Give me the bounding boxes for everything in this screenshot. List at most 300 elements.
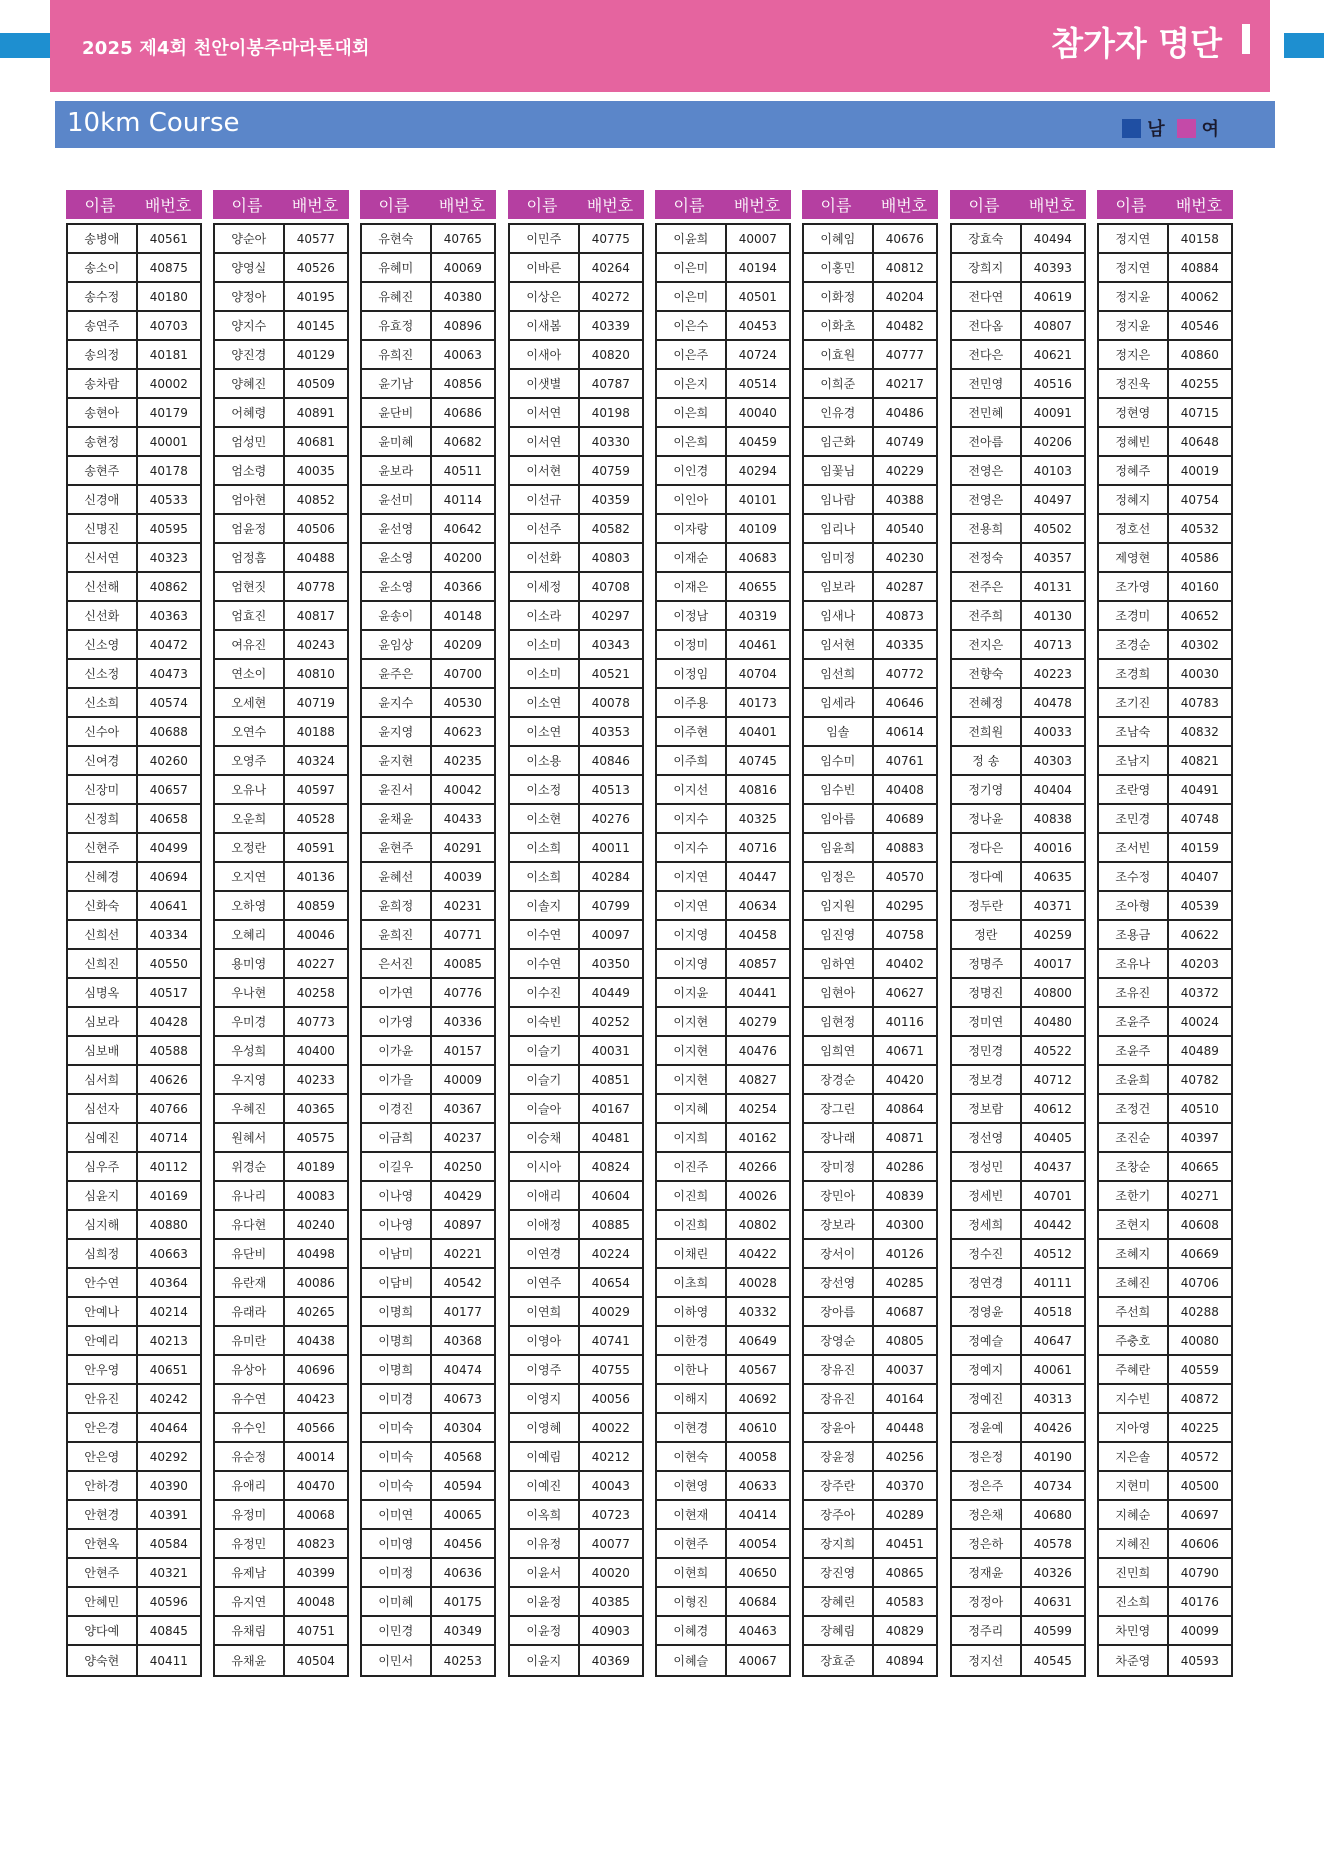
participant-row xyxy=(68,776,200,805)
participant-row xyxy=(215,370,347,399)
participant-row xyxy=(68,428,200,457)
bib-number: 40501 xyxy=(738,289,777,304)
name-header: 이름 xyxy=(84,196,116,215)
bib-number: 40568 xyxy=(443,1449,482,1464)
bib-number: 40522 xyxy=(1033,1043,1072,1058)
participant-name: 정호선 xyxy=(1099,515,1169,542)
participant-name: 정예슬 xyxy=(952,1327,1022,1354)
bib-number: 40872 xyxy=(1180,1391,1219,1406)
name-header: 이름 xyxy=(673,196,705,215)
column-header xyxy=(950,190,1086,219)
participant-row xyxy=(804,660,936,689)
participant-name: 윤송이 xyxy=(362,602,432,629)
participant-name: 이남미 xyxy=(362,1240,432,1267)
bib-number: 40687 xyxy=(885,1304,924,1319)
participant-row xyxy=(657,1414,789,1443)
bib-number: 40586 xyxy=(1180,550,1219,565)
participant-name: 정세빈 xyxy=(952,1182,1022,1209)
participant-row xyxy=(510,863,642,892)
bib-number: 40859 xyxy=(296,898,335,913)
participant-row xyxy=(952,544,1084,573)
bib-number: 40313 xyxy=(1033,1391,1072,1406)
participant-name: 이효원 xyxy=(804,341,874,368)
participant-name: 이영지 xyxy=(510,1385,580,1412)
participant-name: 윤미혜 xyxy=(362,428,432,455)
participant-name: 이가을 xyxy=(362,1066,432,1093)
participant-row xyxy=(510,602,642,631)
participant-row xyxy=(510,486,642,515)
participant-row xyxy=(1099,1182,1231,1211)
bib-number: 40532 xyxy=(1180,521,1219,536)
participant-row xyxy=(1099,312,1231,341)
participant-name: 정명진 xyxy=(952,979,1022,1006)
bib-number: 40266 xyxy=(738,1159,777,1174)
participant-name: 송의정 xyxy=(68,341,138,368)
participant-row xyxy=(804,631,936,660)
participant-name: 장나래 xyxy=(804,1124,874,1151)
bib-number: 40482 xyxy=(885,318,924,333)
participant-name: 이지희 xyxy=(657,1124,727,1151)
participant-name: 이예진 xyxy=(510,1472,580,1499)
participant-row xyxy=(215,515,347,544)
participant-name: 이주현 xyxy=(657,718,727,745)
participant-name: 유다현 xyxy=(215,1211,285,1238)
participant-name: 유정민 xyxy=(215,1530,285,1557)
bib-number: 40136 xyxy=(296,869,335,884)
bib-number: 40180 xyxy=(149,289,188,304)
bib-number: 40181 xyxy=(149,347,188,362)
bib-number: 40258 xyxy=(296,985,335,1000)
participant-row xyxy=(215,1182,347,1211)
participant-name: 이소정 xyxy=(510,776,580,803)
participant-row xyxy=(68,515,200,544)
roster-column xyxy=(950,190,1086,1677)
bib-number: 40167 xyxy=(591,1101,630,1116)
participant-name: 이소라 xyxy=(510,602,580,629)
participant-name: 오혜리 xyxy=(215,921,285,948)
participant-row xyxy=(1099,1501,1231,1530)
bib-number: 40880 xyxy=(149,1217,188,1232)
bib-number: 40891 xyxy=(296,405,335,420)
bib-number: 40279 xyxy=(738,1014,777,1029)
participant-row xyxy=(68,1298,200,1327)
bib-header: 배번호 xyxy=(144,196,192,215)
bib-number: 40194 xyxy=(738,260,777,275)
participant-row xyxy=(68,863,200,892)
participant-name: 정명주 xyxy=(952,950,1022,977)
participant-row xyxy=(952,1211,1084,1240)
participant-name: 정보경 xyxy=(952,1066,1022,1093)
bib-number: 40761 xyxy=(885,753,924,768)
participant-name: 양지수 xyxy=(215,312,285,339)
participant-row xyxy=(68,718,200,747)
participant-row xyxy=(952,689,1084,718)
participant-name: 이은지 xyxy=(657,370,727,397)
participant-name: 오지연 xyxy=(215,863,285,890)
bib-number: 40405 xyxy=(1033,1130,1072,1145)
bib-number: 40254 xyxy=(738,1101,777,1116)
participant-name: 신소영 xyxy=(68,631,138,658)
bib-number: 40494 xyxy=(1033,231,1072,246)
bib-number: 40145 xyxy=(296,318,335,333)
event-title: 2025 제4회 천안이봉주마라톤대회 xyxy=(82,38,370,59)
bib-number: 40642 xyxy=(443,521,482,536)
participant-row xyxy=(68,1124,200,1153)
participant-name: 이인경 xyxy=(657,457,727,484)
participant-name: 장효숙 xyxy=(952,225,1022,252)
bib-number: 40715 xyxy=(1180,405,1219,420)
bib-number: 40517 xyxy=(149,985,188,1000)
participant-row xyxy=(362,1646,494,1675)
participant-name: 이승채 xyxy=(510,1124,580,1151)
participant-name: 장주란 xyxy=(804,1472,874,1499)
participant-name: 조용금 xyxy=(1099,921,1169,948)
participant-row xyxy=(657,689,789,718)
bib-number: 40512 xyxy=(1033,1246,1072,1261)
participant-name: 이윤지 xyxy=(510,1646,580,1675)
bib-number: 40723 xyxy=(591,1507,630,1522)
participant-row xyxy=(510,1588,642,1617)
participant-name: 신소희 xyxy=(68,689,138,716)
participant-name: 이형진 xyxy=(657,1588,727,1615)
participant-name: 이선규 xyxy=(510,486,580,513)
participant-row xyxy=(804,1646,936,1675)
bib-number: 40225 xyxy=(1180,1420,1219,1435)
participant-name: 정세희 xyxy=(952,1211,1022,1238)
participant-name: 이수진 xyxy=(510,979,580,1006)
bib-number: 40631 xyxy=(1033,1594,1072,1609)
participant-row xyxy=(362,544,494,573)
participant-row xyxy=(510,950,642,979)
participant-row xyxy=(215,631,347,660)
bib-number: 40683 xyxy=(738,550,777,565)
participant-name: 임수빈 xyxy=(804,776,874,803)
bib-number: 40364 xyxy=(149,1275,188,1290)
participant-name: 이가연 xyxy=(362,979,432,1006)
participant-row xyxy=(68,1211,200,1240)
participant-name: 이소연 xyxy=(510,718,580,745)
participant-name: 임수미 xyxy=(804,747,874,774)
participant-name: 이은미 xyxy=(657,254,727,281)
bib-number: 40233 xyxy=(296,1072,335,1087)
participant-name: 임나람 xyxy=(804,486,874,513)
participant-name: 신혜경 xyxy=(68,863,138,890)
bib-number: 40559 xyxy=(1180,1362,1219,1377)
bib-number: 40423 xyxy=(296,1391,335,1406)
bib-number: 40048 xyxy=(296,1594,335,1609)
participant-row xyxy=(657,283,789,312)
participant-name: 윤희정 xyxy=(362,892,432,919)
participant-name: 장미정 xyxy=(804,1153,874,1180)
participant-row xyxy=(952,1095,1084,1124)
participant-row xyxy=(952,1240,1084,1269)
participant-name: 심선자 xyxy=(68,1095,138,1122)
participant-name: 이수연 xyxy=(510,950,580,977)
participant-name: 조경미 xyxy=(1099,602,1169,629)
bib-number: 40178 xyxy=(149,463,188,478)
participant-row xyxy=(952,863,1084,892)
participant-row xyxy=(510,1211,642,1240)
participant-name: 심희정 xyxy=(68,1240,138,1267)
participant-name: 이은희 xyxy=(657,428,727,455)
participant-row xyxy=(68,979,200,1008)
bib-number: 40332 xyxy=(738,1304,777,1319)
participant-name: 유현숙 xyxy=(362,225,432,252)
participant-row xyxy=(952,1356,1084,1385)
participant-row xyxy=(362,1240,494,1269)
bib-number: 40852 xyxy=(296,492,335,507)
participant-row xyxy=(952,1124,1084,1153)
bib-number: 40062 xyxy=(1180,289,1219,304)
participant-row xyxy=(68,1327,200,1356)
participant-row xyxy=(657,1124,789,1153)
participant-name: 양진경 xyxy=(215,341,285,368)
participant-name: 이옥희 xyxy=(510,1501,580,1528)
participant-name: 윤현주 xyxy=(362,834,432,861)
bib-number: 40009 xyxy=(443,1072,482,1087)
bib-number: 40157 xyxy=(443,1043,482,1058)
participant-name: 조경희 xyxy=(1099,660,1169,687)
participant-row xyxy=(362,631,494,660)
bib-number: 40499 xyxy=(149,840,188,855)
bib-number: 40091 xyxy=(1033,405,1072,420)
bib-number: 40669 xyxy=(1180,1246,1219,1261)
participant-name: 윤지수 xyxy=(362,689,432,716)
participant-name: 이지연 xyxy=(657,863,727,890)
participant-name: 장지희 xyxy=(804,1530,874,1557)
participant-name: 조한기 xyxy=(1099,1182,1169,1209)
bib-number: 40325 xyxy=(738,811,777,826)
roster-rows xyxy=(213,223,349,1677)
participant-name: 이정남 xyxy=(657,602,727,629)
participant-name: 유채윤 xyxy=(215,1646,285,1675)
bib-number: 40510 xyxy=(1180,1101,1219,1116)
bib-number: 40802 xyxy=(738,1217,777,1232)
participant-name: 윤채윤 xyxy=(362,805,432,832)
participant-name: 이홍민 xyxy=(804,254,874,281)
participant-row xyxy=(657,486,789,515)
bib-number: 40673 xyxy=(443,1391,482,1406)
participant-row xyxy=(804,718,936,747)
bib-number: 40621 xyxy=(1033,347,1072,362)
bib-number: 40158 xyxy=(1180,231,1219,246)
page-header xyxy=(50,0,1270,92)
participant-name: 전다연 xyxy=(952,283,1022,310)
participant-name: 이명희 xyxy=(362,1356,432,1383)
participant-row xyxy=(510,1414,642,1443)
participant-row xyxy=(362,515,494,544)
participant-row xyxy=(1099,1124,1231,1153)
participant-name: 신여경 xyxy=(68,747,138,774)
participant-name: 지혜진 xyxy=(1099,1530,1169,1557)
participant-name: 이슬기 xyxy=(510,1066,580,1093)
bib-number: 40474 xyxy=(443,1362,482,1377)
participant-row xyxy=(804,805,936,834)
participant-name: 이자랑 xyxy=(657,515,727,542)
participant-name: 이소미 xyxy=(510,660,580,687)
bib-number: 40116 xyxy=(885,1014,924,1029)
participant-row xyxy=(657,1240,789,1269)
bib-number: 40594 xyxy=(443,1478,482,1493)
participant-name: 임희연 xyxy=(804,1037,874,1064)
bib-header: 배번호 xyxy=(1175,196,1223,215)
participant-name: 유란재 xyxy=(215,1269,285,1296)
bib-number: 40864 xyxy=(885,1101,924,1116)
participant-row xyxy=(68,602,200,631)
bib-number: 40567 xyxy=(738,1362,777,1377)
bib-number: 40803 xyxy=(591,550,630,565)
bib-number: 40622 xyxy=(1180,927,1219,942)
participant-name: 유래라 xyxy=(215,1298,285,1325)
participant-row xyxy=(804,399,936,428)
bib-number: 40368 xyxy=(443,1333,482,1348)
participant-name: 조창순 xyxy=(1099,1153,1169,1180)
participant-row xyxy=(1099,457,1231,486)
participant-row xyxy=(510,573,642,602)
bib-number: 40250 xyxy=(443,1159,482,1174)
bib-number: 40326 xyxy=(1033,1565,1072,1580)
participant-row xyxy=(657,1095,789,1124)
participant-name: 전주희 xyxy=(952,602,1022,629)
participant-row xyxy=(1099,1559,1231,1588)
participant-row xyxy=(362,1385,494,1414)
participant-name: 이유정 xyxy=(510,1530,580,1557)
participant-name: 안은영 xyxy=(68,1443,138,1470)
bib-number: 40597 xyxy=(296,782,335,797)
bib-number: 40824 xyxy=(591,1159,630,1174)
bib-number: 40203 xyxy=(1180,956,1219,971)
participant-name: 이현재 xyxy=(657,1501,727,1528)
column-header xyxy=(655,190,791,219)
participant-name: 임근화 xyxy=(804,428,874,455)
participant-name: 송현아 xyxy=(68,399,138,426)
participant-name: 임정은 xyxy=(804,863,874,890)
bib-header: 배번호 xyxy=(1028,196,1076,215)
participant-name: 정연경 xyxy=(952,1269,1022,1296)
roster-column xyxy=(360,190,496,1677)
bib-number: 40765 xyxy=(443,231,482,246)
bib-number: 40388 xyxy=(885,492,924,507)
bib-number: 40491 xyxy=(1180,782,1219,797)
participant-row xyxy=(510,776,642,805)
bib-number: 40271 xyxy=(1180,1188,1219,1203)
participant-name: 조기진 xyxy=(1099,689,1169,716)
participant-row xyxy=(952,399,1084,428)
participant-name: 양숙현 xyxy=(68,1646,138,1675)
bib-number: 40575 xyxy=(296,1130,335,1145)
bib-number: 40101 xyxy=(738,492,777,507)
participant-name: 신정희 xyxy=(68,805,138,832)
name-header: 이름 xyxy=(968,196,1000,215)
bib-number: 40897 xyxy=(443,1217,482,1232)
participant-name: 이애정 xyxy=(510,1211,580,1238)
participant-row xyxy=(657,1356,789,1385)
participant-name: 윤선미 xyxy=(362,486,432,513)
participant-row xyxy=(68,1095,200,1124)
participant-name: 양영실 xyxy=(215,254,285,281)
participant-row xyxy=(804,1182,936,1211)
participant-name: 이은희 xyxy=(657,399,727,426)
participant-row xyxy=(510,660,642,689)
bib-header: 배번호 xyxy=(438,196,486,215)
participant-row xyxy=(952,834,1084,863)
participant-row xyxy=(804,747,936,776)
participant-name: 우지영 xyxy=(215,1066,285,1093)
participant-row xyxy=(510,370,642,399)
bib-number: 40404 xyxy=(1033,782,1072,797)
column-header xyxy=(213,190,349,219)
participant-name: 장진영 xyxy=(804,1559,874,1586)
participant-row xyxy=(215,747,347,776)
bib-number: 40080 xyxy=(1180,1333,1219,1348)
participant-name: 지은솔 xyxy=(1099,1443,1169,1470)
participant-row xyxy=(1099,979,1231,1008)
participant-name: 오영주 xyxy=(215,747,285,774)
bib-number: 40839 xyxy=(885,1188,924,1203)
participant-row xyxy=(1099,1472,1231,1501)
participant-name: 이연경 xyxy=(510,1240,580,1267)
participant-name: 이명희 xyxy=(362,1327,432,1354)
participant-row xyxy=(804,1414,936,1443)
participant-row xyxy=(657,370,789,399)
participant-name: 이슬기 xyxy=(510,1037,580,1064)
participant-name: 윤소영 xyxy=(362,544,432,571)
participant-name: 우혜진 xyxy=(215,1095,285,1122)
participant-row xyxy=(952,1588,1084,1617)
legend-male-swatch xyxy=(1122,119,1141,138)
participant-row xyxy=(362,776,494,805)
participant-name: 정재윤 xyxy=(952,1559,1022,1586)
participant-row xyxy=(804,1211,936,1240)
participant-row xyxy=(68,805,200,834)
bib-number: 40129 xyxy=(296,347,335,362)
bib-number: 40255 xyxy=(1180,376,1219,391)
participant-name: 정혜빈 xyxy=(1099,428,1169,455)
participant-name: 전민영 xyxy=(952,370,1022,397)
participant-row xyxy=(804,1037,936,1066)
participant-name: 엄성민 xyxy=(215,428,285,455)
bib-number: 40708 xyxy=(591,579,630,594)
bib-number: 40294 xyxy=(738,463,777,478)
participant-name: 이수연 xyxy=(510,921,580,948)
participant-row xyxy=(804,515,936,544)
participant-name: 이예림 xyxy=(510,1443,580,1470)
legend-male-label: 남 xyxy=(1147,119,1165,140)
participant-name: 이재순 xyxy=(657,544,727,571)
participant-name: 정보람 xyxy=(952,1095,1022,1122)
participant-name: 장효준 xyxy=(804,1646,874,1675)
bib-number: 40221 xyxy=(443,1246,482,1261)
participant-name: 진민희 xyxy=(1099,1559,1169,1586)
bib-number: 40433 xyxy=(443,811,482,826)
bib-number: 40022 xyxy=(591,1420,630,1435)
participant-row xyxy=(1099,1385,1231,1414)
participant-row xyxy=(362,1617,494,1646)
participant-name: 장윤정 xyxy=(804,1443,874,1470)
participant-name: 정정아 xyxy=(952,1588,1022,1615)
bib-number: 40572 xyxy=(1180,1449,1219,1464)
participant-row xyxy=(362,486,494,515)
participant-row xyxy=(510,1530,642,1559)
participant-row xyxy=(657,312,789,341)
participant-name: 조윤희 xyxy=(1099,1066,1169,1093)
bib-number: 40655 xyxy=(738,579,777,594)
bib-number: 40526 xyxy=(296,260,335,275)
roster-rows xyxy=(66,223,202,1677)
bib-number: 40604 xyxy=(591,1188,630,1203)
participant-row xyxy=(1099,283,1231,312)
participant-row xyxy=(804,341,936,370)
